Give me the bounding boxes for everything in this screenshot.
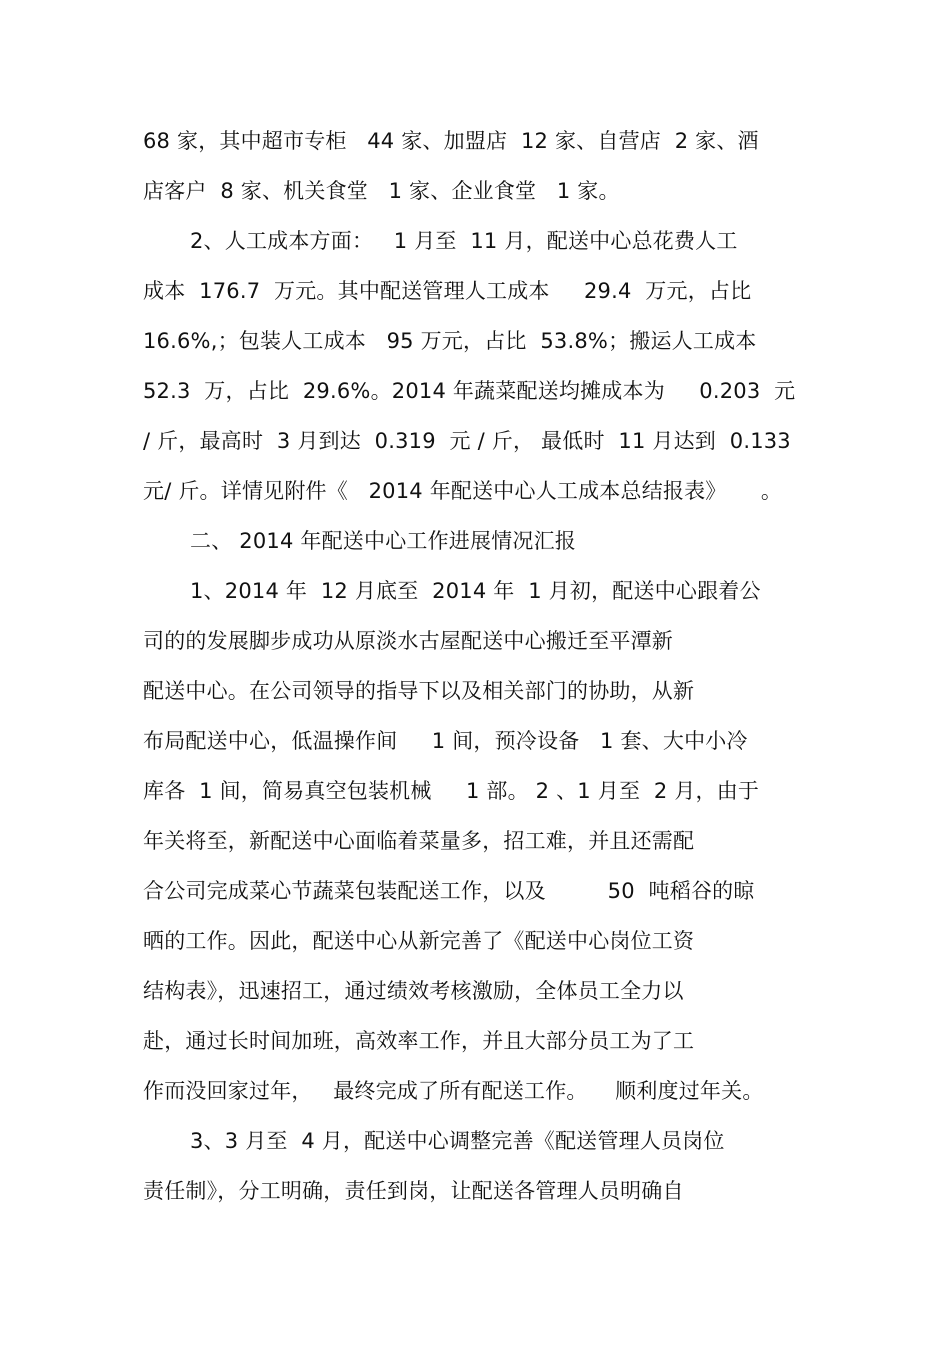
text-line-17: 晒的工作。因此，配送中心从新完善了《配送中心岗位工资 bbox=[143, 929, 695, 953]
text-line-7: / 斤，最高时 3 月到达 0.319 元 / 斤， 最低时 11 月达到 0.133 bbox=[143, 429, 791, 453]
text-line-3: 2、人工成本方面： 1 月至 11 月，配送中心总花费人工 bbox=[190, 229, 738, 253]
text-line-16: 合公司完成菜心节蔬菜包装配送工作，以及 50 吨稻谷的晾 bbox=[143, 879, 755, 903]
text-line-13: 布局配送中心，低温操作间 1 间，预冷设备 1 套、大中小冷 bbox=[143, 729, 748, 753]
text-line-21: 3、3 月至 4 月，配送中心调整完善《配送管理人员岗位 bbox=[190, 1129, 725, 1153]
text-line-10: 1、2014 年 12 月底至 2014 年 1 月初，配送中心跟着公 bbox=[190, 579, 761, 603]
section-heading: 二、 2014 年配送中心工作进展情况汇报 bbox=[190, 529, 576, 553]
text-line-11: 司的的发展脚步成功从原淡水古屋配送中心搬迁至平潭新 bbox=[143, 629, 673, 653]
text-line-4: 成本 176.7 万元。其中配送管理人工成本 29.4 万元，占比 bbox=[143, 279, 752, 303]
text-line-2: 店客户 8 家、机关食堂 1 家、企业食堂 1 家。 bbox=[143, 179, 620, 203]
text-line-12: 配送中心。在公司领导的指导下以及相关部门的协助，从新 bbox=[143, 679, 695, 703]
text-line-14: 库各 1 间，简易真空包装机械 1 部。 2 、1 月至 2 月，由于 bbox=[143, 779, 760, 803]
text-line-15: 年关将至，新配送中心面临着菜量多，招工难，并且还需配 bbox=[143, 829, 695, 853]
text-line-5: 16.6%,；包装人工成本 95 万元，占比 53.8%；搬运人工成本 bbox=[143, 329, 757, 353]
text-line-19: 赴，通过长时间加班，高效率工作，并且大部分员工为了工 bbox=[143, 1029, 695, 1053]
text-line-20: 作而没回家过年， 最终完成了所有配送工作。 顺利度过年关。 bbox=[143, 1079, 764, 1103]
text-line-8: 元/ 斤。详情见附件《 2014 年配送中心人工成本总结报表》 。 bbox=[143, 479, 783, 503]
text-line-18: 结构表》，迅速招工，通过绩效考核激励，全体员工全力以 bbox=[143, 979, 684, 1003]
text-line-6: 52.3 万，占比 29.6%。2014 年蔬菜配送均摊成本为 0.203 元 bbox=[143, 379, 796, 403]
text-line-1: 68 家，其中超市专柜 44 家、加盟店 12 家、自营店 2 家、酒 bbox=[143, 129, 759, 153]
text-line-22: 责任制》，分工明确，责任到岗，让配送各管理人员明确自 bbox=[143, 1179, 684, 1203]
